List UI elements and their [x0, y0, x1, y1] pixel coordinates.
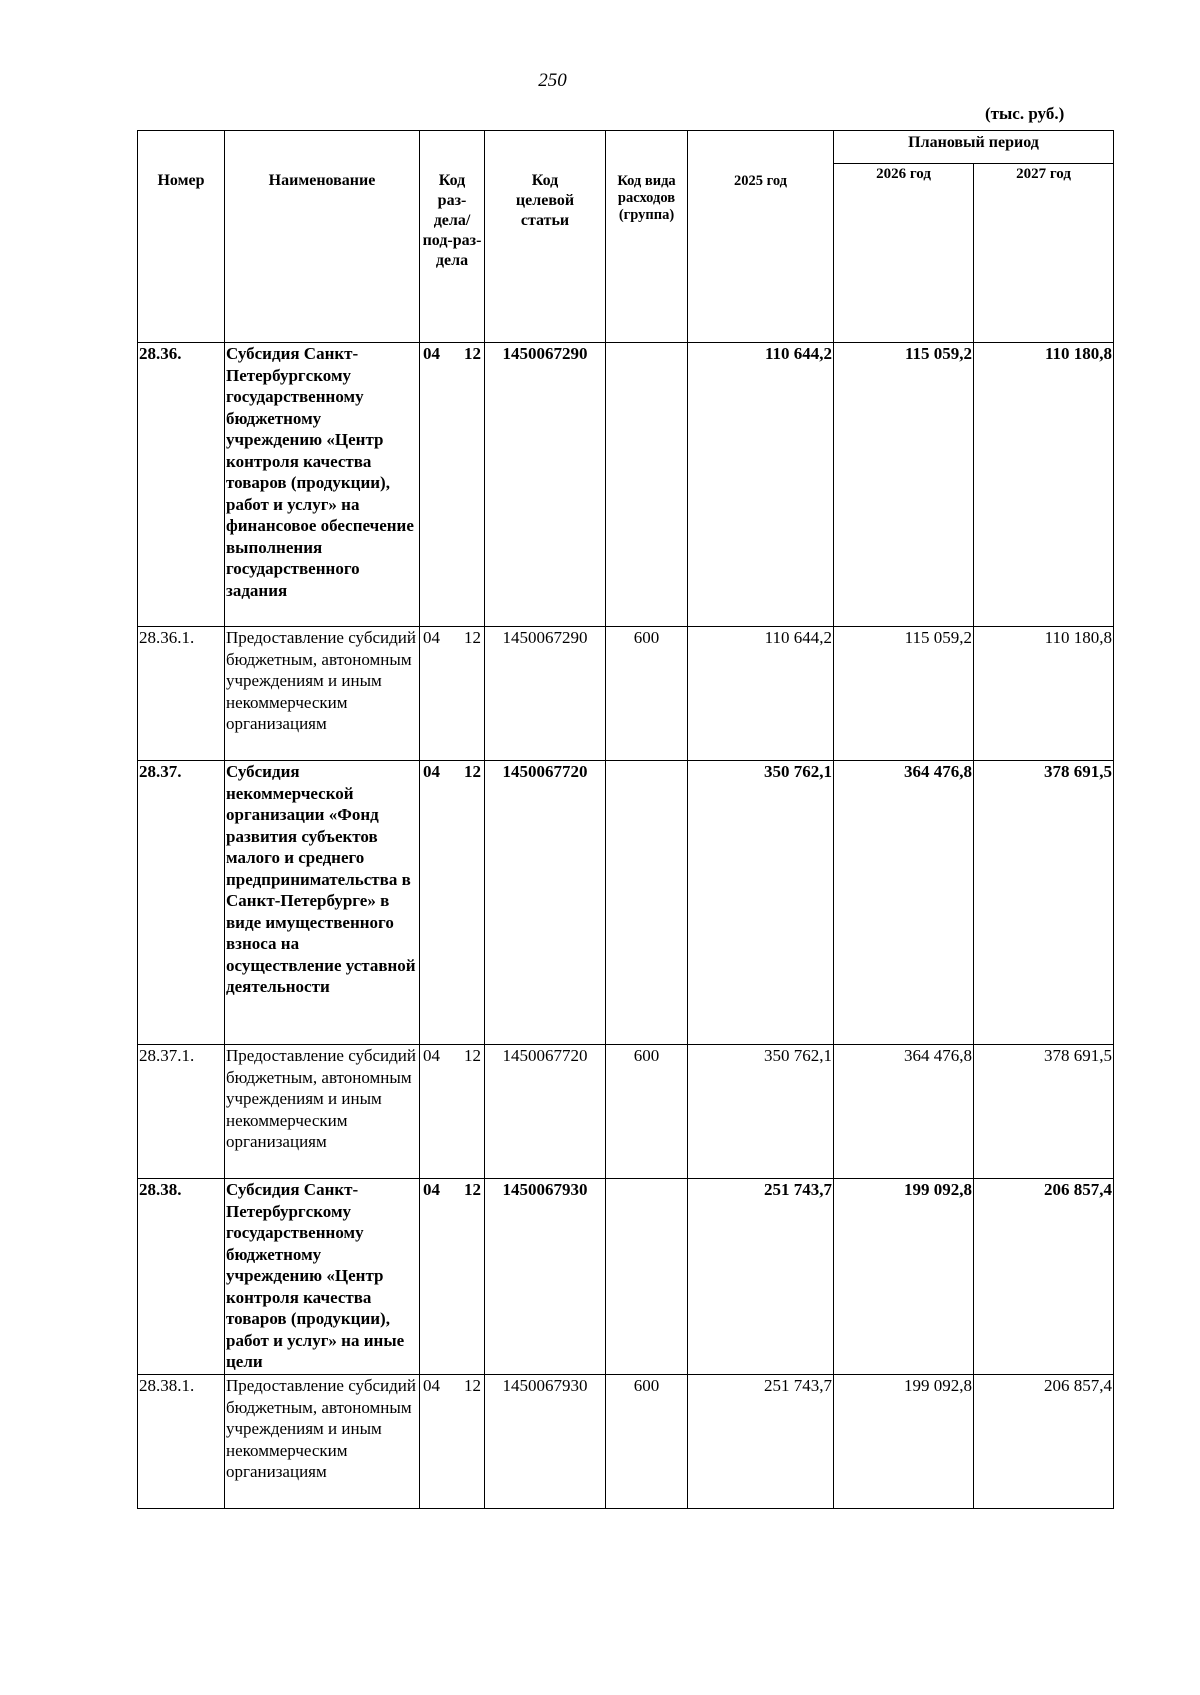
- row-name: Предоставление субсидий бюджетным, автономным учреждениям и иным некоммерческим организациям: [225, 1045, 420, 1179]
- row-target-code: 1450067720: [485, 761, 606, 1045]
- header-2027: 2027 год: [974, 164, 1114, 343]
- subsection-code: 12: [464, 1180, 481, 1199]
- table-row: [138, 627, 1114, 761]
- row-2025: 251 743,7: [688, 1179, 834, 1375]
- table-row: [138, 1045, 1114, 1179]
- row-expense-code: [606, 343, 688, 627]
- row-target-code: 1450067290: [485, 627, 606, 761]
- row-2026: 199 092,8: [834, 1179, 974, 1375]
- row-number: 28.36.1.: [138, 627, 225, 761]
- row-expense-code: 600: [606, 627, 688, 761]
- row-number: 28.37.: [138, 761, 225, 1045]
- row-target-code: 1450067930: [485, 1179, 606, 1375]
- row-2026: 115 059,2: [834, 343, 974, 627]
- row-section-code: [420, 1179, 485, 1375]
- table-row: [138, 343, 1114, 627]
- row-2025: 110 644,2: [688, 627, 834, 761]
- row-name: Субсидия Санкт-Петербургскому государственному бюджетному учреждению «Центр контроля качества товаров (продукции), работ и услуг» на иные цели: [225, 1179, 420, 1375]
- row-name: Субсидия некоммерческой организации «Фонд развития субъектов малого и среднего предпринимательства в Санкт-Петербурге» в виде имущественного взноса на осуществление уставной деятельности: [225, 761, 420, 1045]
- row-section-code: [420, 343, 485, 627]
- subsection-code: 12: [464, 1046, 481, 1065]
- row-target-code: 1450067930: [485, 1375, 606, 1509]
- subsection-code: 12: [464, 628, 481, 647]
- section-code: 04: [423, 1046, 440, 1065]
- row-expense-code: [606, 761, 688, 1045]
- table-row: [138, 1375, 1114, 1509]
- row-2027: 378 691,5: [974, 761, 1114, 1045]
- row-expense-code: [606, 1179, 688, 1375]
- row-2027: 206 857,4: [974, 1375, 1114, 1509]
- table-row: [138, 1179, 1114, 1375]
- table-body: [138, 343, 1114, 1509]
- row-2025: 110 644,2: [688, 343, 834, 627]
- header-name: Наименование: [225, 131, 420, 343]
- row-section-code: [420, 627, 485, 761]
- row-target-code: 1450067720: [485, 1045, 606, 1179]
- row-2025: 350 762,1: [688, 761, 834, 1045]
- subsection-code: 12: [464, 762, 481, 781]
- row-2026: 199 092,8: [834, 1375, 974, 1509]
- subsection-code: 12: [464, 344, 481, 363]
- row-number: 28.38.: [138, 1179, 225, 1375]
- row-name: Субсидия Санкт-Петербургскому государственному бюджетному учреждению «Центр контроля качества товаров (продукции), работ и услуг» на финансовое обеспечение выполнения государственного задания: [225, 343, 420, 627]
- row-number: 28.36.: [138, 343, 225, 627]
- units-label: (тыс. руб.): [985, 104, 1065, 123]
- subsection-code: 12: [464, 1376, 481, 1395]
- row-2027: 378 691,5: [974, 1045, 1114, 1179]
- row-2027: 110 180,8: [974, 343, 1114, 627]
- row-section-code: [420, 1045, 485, 1179]
- header-2025: 2025 год: [688, 131, 834, 343]
- section-code: 04: [423, 762, 440, 781]
- budget-table: [137, 130, 1114, 1509]
- row-2026: 364 476,8: [834, 1045, 974, 1179]
- row-expense-code: 600: [606, 1375, 688, 1509]
- row-2026: 115 059,2: [834, 627, 974, 761]
- section-code: 04: [423, 344, 440, 363]
- section-code: 04: [423, 628, 440, 647]
- header-number: Номер: [138, 131, 225, 343]
- header-expense: Код вида расходов (группа): [606, 131, 688, 343]
- section-code: 04: [423, 1376, 440, 1395]
- page-number: 250: [538, 70, 567, 91]
- row-section-code: [420, 1375, 485, 1509]
- row-2025: 251 743,7: [688, 1375, 834, 1509]
- row-number: 28.37.1.: [138, 1045, 225, 1179]
- header-target: Код целевой статьи: [485, 131, 606, 343]
- row-number: 28.38.1.: [138, 1375, 225, 1509]
- header-planned-period: Плановый период: [834, 131, 1114, 164]
- row-2027: 206 857,4: [974, 1179, 1114, 1375]
- row-section-code: [420, 761, 485, 1045]
- row-2025: 350 762,1: [688, 1045, 834, 1179]
- row-name: Предоставление субсидий бюджетным, автономным учреждениям и иным некоммерческим организациям: [225, 627, 420, 761]
- row-name: Предоставление субсидий бюджетным, автономным учреждениям и иным некоммерческим организациям: [225, 1375, 420, 1509]
- row-target-code: 1450067290: [485, 343, 606, 627]
- table-row: [138, 761, 1114, 1045]
- section-code: 04: [423, 1180, 440, 1199]
- header-2026: 2026 год: [834, 164, 974, 343]
- row-2026: 364 476,8: [834, 761, 974, 1045]
- header-section: Код раз-дела/ под-раз-дела: [420, 131, 485, 343]
- row-expense-code: 600: [606, 1045, 688, 1179]
- row-2027: 110 180,8: [974, 627, 1114, 761]
